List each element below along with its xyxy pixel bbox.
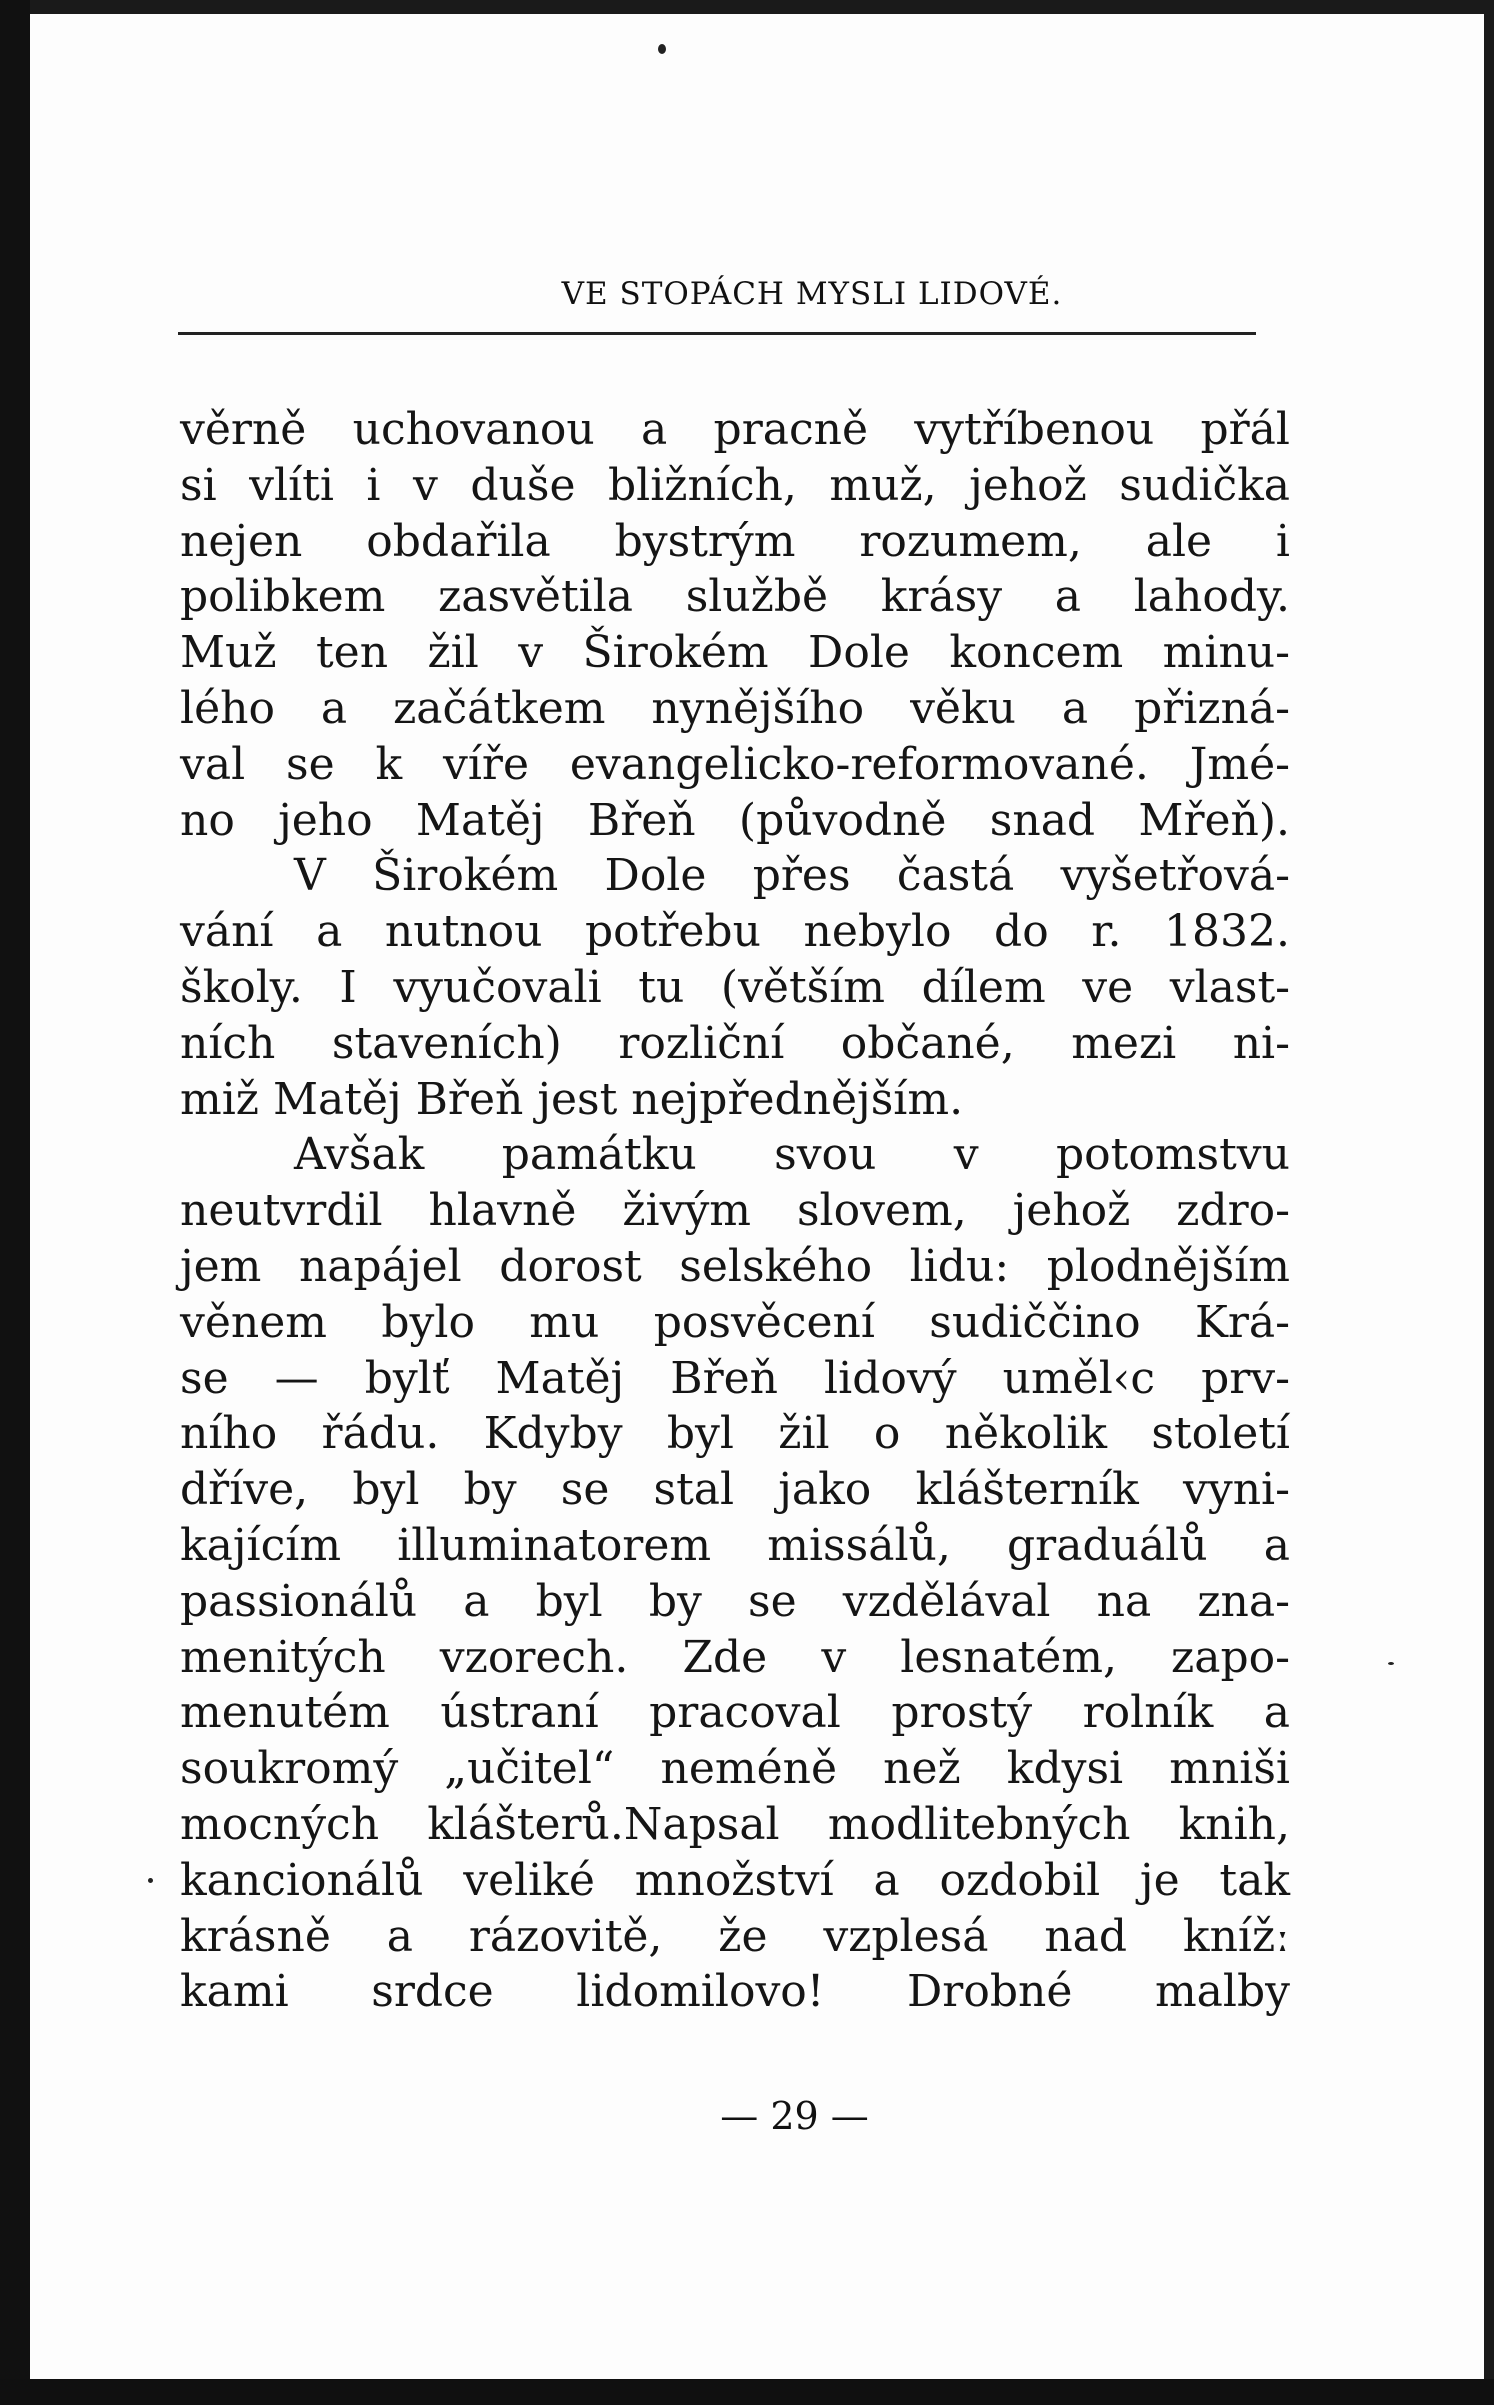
text-line: Muž ten žil v Širokém Dole koncem minu- [180, 627, 1290, 679]
text-line: dříve, byl by se stal jako klášterník vyni- [180, 1464, 1290, 1516]
text-line: kajícím illuminatorem missálů, graduálů a [180, 1519, 1290, 1571]
text-line: menutém ústraní pracoval prostý rolník a [180, 1687, 1290, 1739]
text-line: menitých vzorech. Zde v lesnatém, zapo- [180, 1631, 1290, 1683]
scan-edge-top [0, 0, 1494, 14]
ink-speck [1388, 1662, 1394, 1665]
page-number: — 29 — [720, 2094, 869, 2138]
ink-speck [148, 1878, 153, 1883]
header-rule [178, 332, 1256, 335]
text-line: se — bylť Matěj Břeň lidový uměl‹c prv- [180, 1352, 1290, 1404]
text-line: kami srdce lidomilovo! Drobné malby [180, 1966, 1290, 2018]
text-line: soukromý „učitel“ neméně než kdysi mniši [180, 1743, 1290, 1795]
text-line: věrně uchovanou a pracně vytříbenou přál [180, 404, 1290, 455]
text-line: školy. I vyučovali tu (větším dílem ve vlast- [180, 961, 1290, 1013]
text-line: kancionálů veliké množství a ozdobil je tak [180, 1854, 1290, 1906]
book-page [30, 14, 1484, 2379]
text-line: ního řádu. Kdyby byl žil o několik století [180, 1408, 1290, 1460]
text-line: krásně a rázovitě, že vzplesá nad knížː [180, 1910, 1290, 1962]
text-line: vání a nutnou potřebu nebylo do r. 1832. [180, 906, 1290, 958]
scan-edge-bottom [0, 2379, 1494, 2405]
text-line: věnem bylo mu posvěcení sudiččino Krá- [180, 1296, 1290, 1348]
text-line: no jeho Matěj Břeň (původně snad Mřeň). [180, 794, 1290, 846]
body-text [180, 402, 1290, 2020]
text-line: ních staveních) rozliční občané, mezi ni- [180, 1017, 1290, 1069]
text-line: passionálů a byl by se vzdělával na zna- [180, 1575, 1290, 1627]
text-line: neutvrdil hlavně živým slovem, jehož zdro- [180, 1185, 1290, 1237]
running-head: VE STOPÁCH MYSLI LIDOVÉ. [561, 276, 1063, 312]
ink-speck [658, 44, 666, 54]
scan-edge-left [0, 0, 30, 2405]
text-line: val se k víře evangelicko-reformované. Jmé- [180, 738, 1290, 790]
text-line: mocných klášterů.Napsal modlitebných knih, [180, 1798, 1290, 1850]
text-line: lého a začátkem nynějšího věku a přizná- [180, 682, 1290, 734]
text-line: jem napájel dorost selského lidu: plodnějším [180, 1240, 1290, 1292]
text-line: Avšak památku svou v potomstvu [294, 1129, 1290, 1181]
text-line: si vlíti i v duše bližních, muž, jehož sudička [180, 459, 1290, 511]
text-line: polibkem zasvětila službě krásy a lahody. [180, 571, 1290, 623]
text-line: nejen obdařila bystrým rozumem, ale i [180, 515, 1290, 567]
text-line: miž Matěj Břeň jest nejpřednějším. [180, 1073, 964, 1125]
scan-edge-right [1484, 0, 1494, 2405]
text-line: V Širokém Dole přes častá vyšetřová- [294, 850, 1290, 902]
